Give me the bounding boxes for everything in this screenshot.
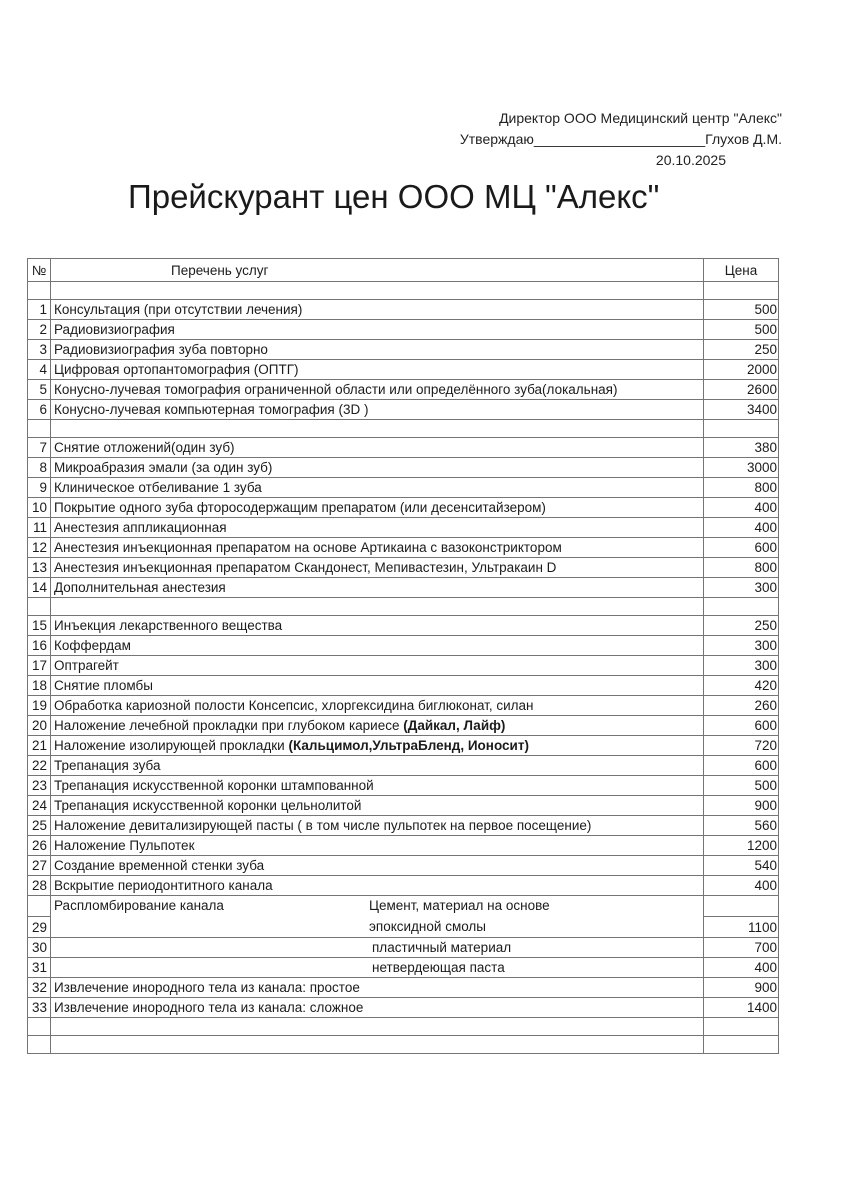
row-number-cell	[28, 1036, 51, 1054]
table-row	[28, 736, 779, 756]
service-name-cell: пластичный материал	[51, 938, 704, 958]
row-number-cell: 19	[28, 696, 51, 716]
price-cell: 600	[704, 716, 779, 736]
price-cell: 3000	[704, 458, 779, 478]
table-row	[28, 320, 779, 340]
table-row	[28, 716, 779, 736]
row-number-cell: 9	[28, 478, 51, 498]
service-name-cell	[51, 1036, 704, 1054]
price-cell: 380	[704, 438, 779, 458]
price-cell: 3400	[704, 400, 779, 420]
row-number-cell: 3	[28, 340, 51, 360]
service-name-cell	[51, 1018, 704, 1036]
service-brand-bold: (Дайкал, Лайф)	[403, 718, 506, 733]
table-row	[28, 616, 779, 636]
row-number-cell: 11	[28, 518, 51, 538]
service-name-cell: Цифровая ортопантомография (ОПТГ)	[51, 360, 704, 380]
row-number-cell: 5	[28, 380, 51, 400]
service-name-cell	[51, 282, 704, 300]
row-number-cell: 12	[28, 538, 51, 558]
row-number-cell: 2	[28, 320, 51, 340]
row-number-cell: 32	[28, 978, 51, 998]
merged-line-top	[51, 896, 703, 916]
table-row-spacer	[28, 282, 779, 300]
price-cell: 1400	[704, 998, 779, 1018]
row-number-cell: 28	[28, 876, 51, 896]
row-number-cell: 20	[28, 716, 51, 736]
row-number-cell: 30	[28, 938, 51, 958]
table-row	[28, 756, 779, 776]
price-cell: 2000	[704, 360, 779, 380]
price-cell: 400	[704, 876, 779, 896]
row-number-cell	[28, 282, 51, 300]
price-cell	[704, 282, 779, 300]
service-name-cell: Трепанация искусственной коронки штампованной	[51, 776, 704, 796]
row-number-cell: 25	[28, 816, 51, 836]
price-cell: 250	[704, 616, 779, 636]
service-name-cell	[51, 420, 704, 438]
table-row	[28, 538, 779, 558]
row-number-cell	[28, 896, 51, 917]
table-row-spacer	[28, 1018, 779, 1036]
column-header-number: №	[28, 259, 51, 282]
price-cell: 700	[704, 938, 779, 958]
service-name-cell: Конусно-лучевая компьютерная томография (3D )	[51, 400, 704, 420]
service-brand-bold: (Кальцимол,УльтраБленд, Ионосит)	[288, 738, 529, 753]
price-cell: 600	[704, 756, 779, 776]
service-name-cell	[51, 598, 704, 616]
table-row	[28, 380, 779, 400]
service-merged-cell	[51, 896, 704, 938]
service-name-cell: Анестезия инъекционная препаратом на основе Артикаина с вазоконстриктором	[51, 538, 704, 558]
table-row	[28, 518, 779, 538]
row-number-cell: 14	[28, 578, 51, 598]
table-row	[28, 360, 779, 380]
table-row-split-top	[28, 896, 779, 917]
service-name-cell: Трепанация искусственной коронки цельнолитой	[51, 796, 704, 816]
price-cell: 1100	[704, 917, 779, 938]
table-row-spacer	[28, 1036, 779, 1054]
row-number-cell	[28, 1018, 51, 1036]
row-number-cell: 24	[28, 796, 51, 816]
service-name-cell: Коффердам	[51, 636, 704, 656]
row-number-cell: 15	[28, 616, 51, 636]
row-number-cell	[28, 420, 51, 438]
price-cell: 400	[704, 518, 779, 538]
table-row	[28, 796, 779, 816]
service-name-cell: Наложение девитализирующей пасты ( в том числе пульпотек на первое посещение)	[51, 816, 704, 836]
approval-block	[460, 108, 782, 171]
price-cell: 900	[704, 978, 779, 998]
row-number-cell: 18	[28, 676, 51, 696]
approval-signature-line: Утверждаю______________________Глухов Д.М.	[459, 131, 782, 147]
service-material-label: Цемент, материал на основе	[369, 898, 550, 913]
row-number-cell: 23	[28, 776, 51, 796]
table-row	[28, 696, 779, 716]
table-row	[28, 856, 779, 876]
price-cell: 2600	[704, 380, 779, 400]
table-row	[28, 876, 779, 896]
price-cell	[704, 420, 779, 438]
table-row-spacer	[28, 420, 779, 438]
approval-date: 20.10.2025	[655, 152, 726, 168]
table-row	[28, 438, 779, 458]
price-cell: 400	[704, 958, 779, 978]
row-number-cell: 1	[28, 300, 51, 320]
service-name-cell: Создание временной стенки зуба	[51, 856, 704, 876]
page-title: Прейскурант цен ООО МЦ "Алекс"	[128, 178, 660, 215]
table-row	[28, 498, 779, 518]
table-row	[28, 978, 779, 998]
row-number-cell: 17	[28, 656, 51, 676]
column-header-services: Перечень услуг	[51, 259, 704, 282]
price-table	[27, 258, 779, 1054]
price-cell	[704, 1018, 779, 1036]
service-name-cell: Анестезия инъекционная препаратом Скандонест, Мепивастезин, Ультракаин D	[51, 558, 704, 578]
service-material-label: эпоксидной смолы	[369, 919, 487, 934]
row-number-cell: 7	[28, 438, 51, 458]
price-cell: 1200	[704, 836, 779, 856]
price-cell: 800	[704, 558, 779, 578]
table-row	[28, 340, 779, 360]
price-cell	[704, 598, 779, 616]
service-name-cell: Вскрытие периодонтитного канала	[51, 876, 704, 896]
table-header-row	[28, 259, 779, 282]
service-name-cell: Оптрагейт	[51, 656, 704, 676]
table-row	[28, 578, 779, 598]
price-cell: 720	[704, 736, 779, 756]
price-cell: 560	[704, 816, 779, 836]
service-name-left	[51, 916, 369, 937]
table-row	[28, 998, 779, 1018]
row-number-cell: 4	[28, 360, 51, 380]
table-row	[28, 816, 779, 836]
service-name-cell: Наложение лечебной прокладки при глубоком кариесе (Дайкал, Лайф)	[51, 716, 704, 736]
price-cell: 800	[704, 478, 779, 498]
table-row	[28, 400, 779, 420]
row-number-cell: 31	[28, 958, 51, 978]
service-name-cell: Снятие отложений(один зуб)	[51, 438, 704, 458]
price-cell: 500	[704, 320, 779, 340]
price-cell: 420	[704, 676, 779, 696]
approval-director-line: Директор ООО Медицинский центр "Алекс"	[499, 110, 782, 126]
row-number-cell	[28, 598, 51, 616]
service-name-cell: Радиовизиография	[51, 320, 704, 340]
table-row	[28, 836, 779, 856]
table-row	[28, 938, 779, 958]
row-number-cell: 16	[28, 636, 51, 656]
service-name-cell: Наложение Пульпотек	[51, 836, 704, 856]
service-name-cell: Извлечение инородного тела из канала: простое	[51, 978, 704, 998]
table-row-spacer	[28, 598, 779, 616]
service-name-left: Распломбирование канала	[54, 898, 224, 913]
row-number-cell: 13	[28, 558, 51, 578]
price-cell: 250	[704, 340, 779, 360]
merged-line-bottom	[51, 916, 703, 937]
price-cell: 540	[704, 856, 779, 876]
price-cell: 500	[704, 300, 779, 320]
service-name-cell: Конусно-лучевая томография ограниченной области или определённого зуба(локальная)	[51, 380, 704, 400]
price-cell: 900	[704, 796, 779, 816]
row-number-cell: 6	[28, 400, 51, 420]
price-cell: 260	[704, 696, 779, 716]
price-cell	[704, 896, 779, 917]
service-name-cell: Инъекция лекарственного вещества	[51, 616, 704, 636]
column-header-price: Цена	[704, 259, 779, 282]
price-cell	[704, 1036, 779, 1054]
table-row	[28, 300, 779, 320]
row-number-cell: 8	[28, 458, 51, 478]
price-cell: 300	[704, 578, 779, 598]
table-row	[28, 478, 779, 498]
row-number-cell: 22	[28, 756, 51, 776]
table-row	[28, 636, 779, 656]
table-row	[28, 676, 779, 696]
row-number-cell: 10	[28, 498, 51, 518]
service-name-cell: Извлечение инородного тела из канала: сложное	[51, 998, 704, 1018]
row-number-cell: 26	[28, 836, 51, 856]
table-row	[28, 656, 779, 676]
row-number-cell: 27	[28, 856, 51, 876]
service-name-cell: Обработка кариозной полости Консепсис, хлоргексидина биглюконат, силан	[51, 696, 704, 716]
table-row	[28, 776, 779, 796]
service-name-cell: Наложение изолирующей прокладки (Кальцимол,УльтраБленд, Ионосит)	[51, 736, 704, 756]
price-cell: 300	[704, 656, 779, 676]
service-name-cell: Дополнительная анестезия	[51, 578, 704, 598]
service-name-cell: Радиовизиография зуба повторно	[51, 340, 704, 360]
table-row	[28, 458, 779, 478]
table-row	[28, 958, 779, 978]
price-cell: 400	[704, 498, 779, 518]
service-name-cell: Снятие пломбы	[51, 676, 704, 696]
row-number-cell: 29	[28, 917, 51, 938]
price-cell: 300	[704, 636, 779, 656]
service-name-cell: Консультация (при отсутствии лечения)	[51, 300, 704, 320]
price-cell: 500	[704, 776, 779, 796]
price-cell: 600	[704, 538, 779, 558]
service-name-cell: нетвердеющая паста	[51, 958, 704, 978]
row-number-cell: 33	[28, 998, 51, 1018]
service-name-cell: Клиническое отбеливание 1 зуба	[51, 478, 704, 498]
table-row	[28, 558, 779, 578]
table-body	[28, 282, 779, 1054]
service-name-cell: Покрытие одного зуба фторосодержащим препаратом (или десенситайзером)	[51, 498, 704, 518]
service-name-cell: Трепанация зуба	[51, 756, 704, 776]
service-name-cell: Микроабразия эмали (за один зуб)	[51, 458, 704, 478]
service-name-cell: Анестезия аппликационная	[51, 518, 704, 538]
row-number-cell: 21	[28, 736, 51, 756]
